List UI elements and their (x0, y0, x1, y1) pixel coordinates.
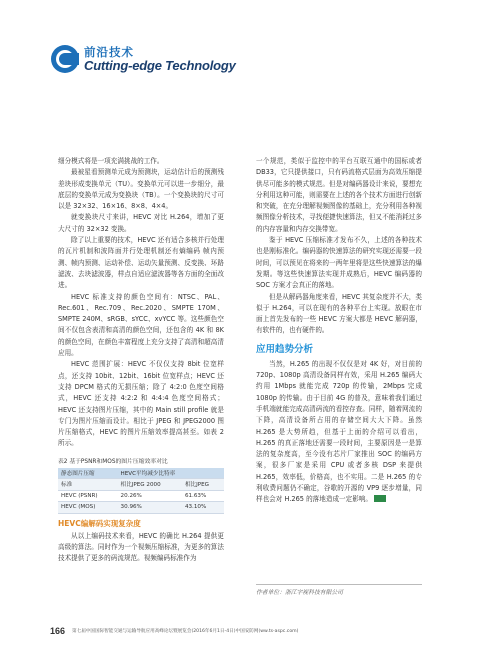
right-column (256, 156, 422, 506)
page-footer (50, 626, 430, 638)
subsection-heading: HEVC编解码实现复杂度 (58, 518, 141, 528)
table-cell: 20.26% (118, 490, 182, 502)
table-row (58, 502, 224, 514)
table-cell: 61.63% (182, 490, 224, 502)
section-title-en: Cutting-edge Technology (84, 58, 236, 73)
table-cell: HEVC (MOS) (58, 502, 118, 514)
table-row (58, 490, 224, 502)
footer-text: 第七届中国国际智能交通与运输导航应用高峰论坛暨展览会(2016年6月1日-4日)中国安防网(ww.ts-aspc.com) (72, 629, 299, 634)
table-row (58, 479, 224, 491)
table-caption: 表2 基于PSNR和MOS的图片压缩效率对比 (58, 458, 168, 465)
left-column (58, 156, 224, 565)
page-number: 166 (50, 626, 66, 636)
paragraph: 一个规范，类似于监控中的平台互联互通中的国标或者 DB33，它只提供接口，只有码流格式层面为高效压缩提供尽可能多的模式规范。但是对编码器设计来说，要想充分利用这种可能，则需要在上述的各个技术方面进行创新和突破，在充分理解视频图像的基础上，充分利用各种视频图像分析技术，寻找便捷快速算法，但又不能消耗过多的内存容量和内存交换带宽。 (256, 157, 422, 233)
section-logo-icon (50, 44, 80, 74)
paragraph: 就变换块尺寸来讲，HEVC 对比 H.264，增加了更大尺寸的 32×32 变换。 (58, 213, 224, 233)
paragraph: HEVC 标准支持的颜色空间有：NTSC、PAL、Rec.601、Rec.709、Rec.2020、SMPTE 170M、SMPTE 240M、sRGB、sYCC、xvYCC 等。这些颜色空间不仅包含表清和高清的颜色空间，还包含的 4K 和 8K 的颜色空间，在颜色丰富程度上充分支持了高清和超高清应用。 (58, 292, 224, 358)
table-cell: 30.96% (118, 502, 182, 514)
paragraph: HEVC 范围扩展：HEVC 不仅仅支持 8bit 位宽样点，还支持 10bit、12bit、16bit 位宽样点；HEVC 还支持 DPCM 格式的无损压缩；除了 4:2:0 色度空间格式，HEVC 还支持 4:2:2 和 4:4:4 色度空间格式；HEVC 还支持图片压缩，其中的 Main still profile 就是专门为图片压缩而设计。相比于 JPEG 和 JPEG2000 图片压缩格式，HEVC 的图片压缩效率提高甚至。如表 2 所示。 (58, 360, 224, 448)
table-cell: 标准 (58, 479, 118, 491)
author-affiliation: 作者单位：浙江宇视科技有限公司 (256, 584, 422, 596)
paragraph (256, 359, 422, 506)
section-title-cn: 前沿技术 (84, 45, 134, 59)
paragraph: 最被星看预测单元成为预测块，运动估计后的预测残差块形成变换单元（TU）。变换单元可以进一步细分，最底层的变换单元成为变换块（TB）。一个变换块的尺寸可以是 32×32、16×16、8×8、4×4。 (58, 168, 224, 211)
end-mark-icon (374, 495, 386, 502)
table-header-row (58, 468, 224, 479)
paragraph: 细分模式将是一项充满挑战的工作。 (58, 157, 164, 165)
paragraph: 从以上编码技术来看，HEVC 的确比 H.264 提供更高级的算法。同时作为一个视频压缩标准，为更多的算法技术提供了更多的码流规范。视频编码标准作为 (58, 531, 224, 563)
paragraph: 但是从解码器角度来看，HEVC 其复杂度并不大，类似于 H.264，可以在现有的各种平台上实现。放眼在市面上首先发布的一些 HEVC 方案大都是 HEVC 解码器，有软件的，也有硬件的。 (256, 292, 422, 335)
compression-table (58, 468, 224, 514)
table-cell: 43.10% (182, 502, 224, 514)
paragraph: 鉴于 HEVC 压缩标准才发布不久，上述的各种技术也是刚标准化。编码器的快速算法的研究实现还需要一段时间，可以预见在将来的一两年里将是这些快速算法的爆发期。等这些快速算法实现并成熟后，HEVC 编码器的 SOC 方案才会真正的落地。 (256, 236, 422, 290)
section-heading: 应用趋势分析 (256, 343, 314, 355)
table-cell: 相比JPEG 2000 (118, 479, 182, 491)
paragraph: 除了以上重要的技术，HEVC 还有适合多核并行处理的瓦片机制和波阵面并行处理机制还有熵编码 帧内预测、帧内预测、运动补偿、运动矢量预测、反变换、环路滤波、去块滤波器，样点自适应滤波器等各方面的全面改进。 (58, 236, 224, 290)
table-cell: HEVC (PSNR) (58, 490, 118, 502)
table-header-cell: HEVC平均减少比特率 (118, 468, 224, 479)
table-cell: 相比JPEG (182, 479, 224, 491)
table-header-cell: 静态图片压缩 (58, 468, 118, 479)
paragraph-text: 当然，H.265 的出现不仅仅是对 4K 好，对目前的 720p、1080p 高清设备同样有效，采用 H.265 编码大约用 1Mbps 就能完成 720p 的传输，2Mbps 完成 1080p 的传输。由于目前 4G 的普及，意味着我们通过手机端就能完成高清码流的看控存查。同样，随着网流的下降，高清设备所占用的存储空间大大下降。虽然 H.265 是大势所趋，但基于上面的介绍可以看出，H.265 的真正落地还需要一段时间，主要原因是一是算法的复杂度高，至今没有芯片厂家推出 SOC 的编码方案，很多厂家是采用 CPU 或者多核 DSP 来提供 H.265，效率低，价格高，也不实用。二是 H.265 的专利收费问题仍不确定，谷歌的开源的 VP9 逐步增量，同样也会对 H.265 的落地造成一定影响。 (256, 359, 422, 504)
